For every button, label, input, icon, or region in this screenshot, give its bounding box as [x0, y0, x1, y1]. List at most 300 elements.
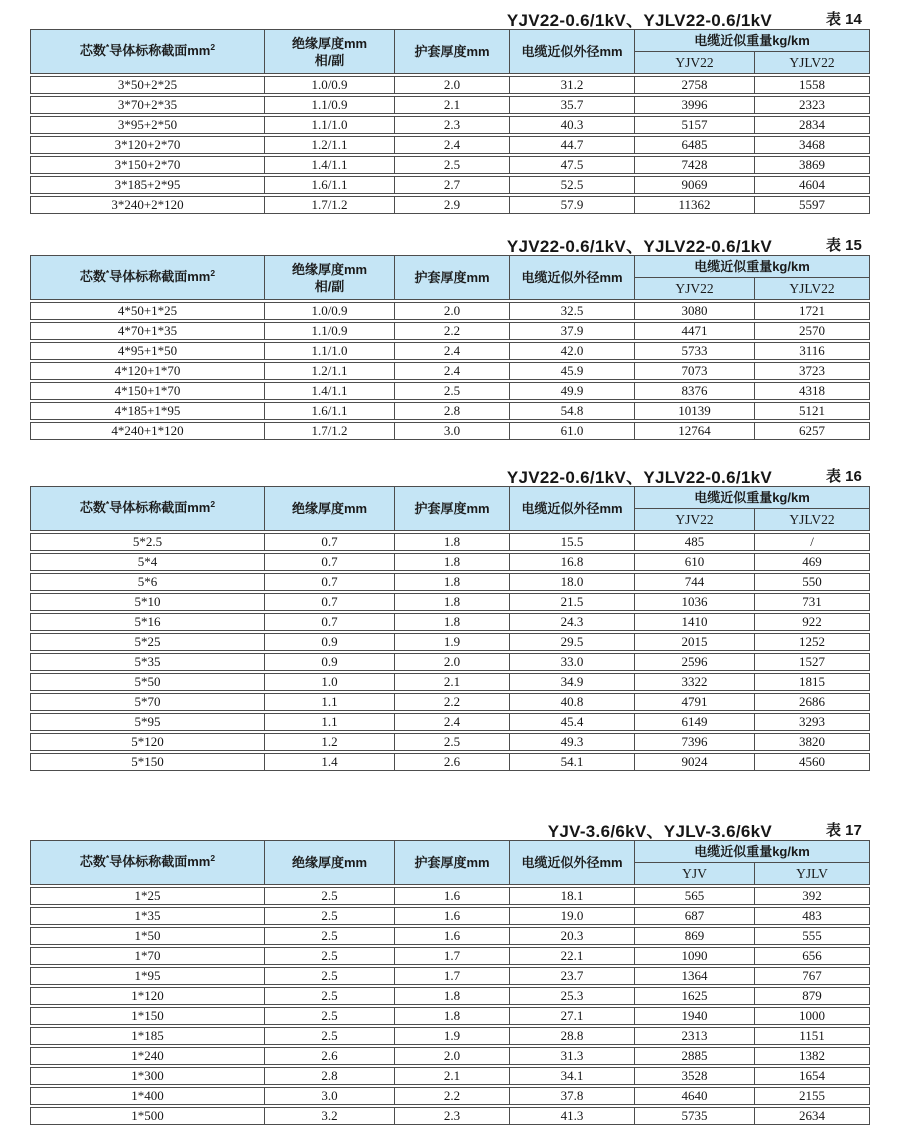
table-cell: 31.3 — [510, 1047, 635, 1065]
table-cell: 1.0 — [265, 673, 395, 691]
table-cell: 1.4 — [265, 753, 395, 771]
table-cell: 4*150+1*70 — [30, 382, 265, 400]
table-cell: 1.8 — [395, 573, 510, 591]
table-row — [30, 1047, 870, 1065]
table-cell: 1*25 — [30, 887, 265, 905]
table-cell: 2570 — [755, 322, 870, 340]
tables-container — [0, 7, 900, 1125]
table-cell: 1*240 — [30, 1047, 265, 1065]
table-cell: 5*70 — [30, 693, 265, 711]
table-cell: 54.1 — [510, 753, 635, 771]
table-cell: 1382 — [755, 1047, 870, 1065]
header-text: 导体标称截面mm — [109, 854, 211, 869]
table-cell: 7073 — [635, 362, 755, 380]
table-cell: 16.8 — [510, 553, 635, 571]
table-cell: 1*95 — [30, 967, 265, 985]
table-cell: 1.7/1.2 — [265, 196, 395, 214]
table-row — [30, 573, 870, 591]
table-row — [30, 987, 870, 1005]
table-cell: 2.5 — [265, 1007, 395, 1025]
table-cell: 0.9 — [265, 633, 395, 651]
table-cell: 2.5 — [265, 967, 395, 985]
table-body — [30, 76, 870, 214]
table-cell: 2.5 — [265, 887, 395, 905]
table-row — [30, 593, 870, 611]
table-cell: 2.9 — [395, 196, 510, 214]
table-cell: / — [755, 533, 870, 551]
table-cell: 6257 — [755, 422, 870, 440]
insulation-line2: 相/副 — [314, 278, 345, 294]
table-cell: 2758 — [635, 76, 755, 94]
table-cell: 656 — [755, 947, 870, 965]
table-cell: 1*400 — [30, 1087, 265, 1105]
table-cell: 1*150 — [30, 1007, 265, 1025]
table-cell: 2015 — [635, 633, 755, 651]
header-weight-group — [635, 486, 870, 531]
table-cell: 40.8 — [510, 693, 635, 711]
header-text: 导体标称截面mm — [109, 43, 211, 58]
table-cell: 555 — [755, 927, 870, 945]
table-cell: 0.7 — [265, 553, 395, 571]
table-row — [30, 362, 870, 380]
header-cross-section — [30, 29, 265, 74]
table-cell: 0.7 — [265, 613, 395, 631]
table-cell: 31.2 — [510, 76, 635, 94]
table-cell: 41.3 — [510, 1107, 635, 1125]
header-weight-sub1: YJV22 — [635, 278, 755, 300]
table-cell: 469 — [755, 553, 870, 571]
table-cell: 1.8 — [395, 593, 510, 611]
table-cell: 1*185 — [30, 1027, 265, 1045]
table-row — [30, 76, 870, 94]
header-weight-sub2: YJLV22 — [789, 281, 835, 296]
table-cell: 687 — [635, 907, 755, 925]
table-row — [30, 633, 870, 651]
table-cell: 4*70+1*35 — [30, 322, 265, 340]
table-title: YJV22-0.6/1kV、YJLV22-0.6/1kV — [506, 467, 772, 487]
table-cell: 731 — [755, 593, 870, 611]
table-cell: 2.8 — [265, 1067, 395, 1085]
table-row — [30, 342, 870, 360]
table-body — [30, 533, 870, 771]
header-superscript: * — [105, 853, 110, 863]
header-weight-label: 电缆近似重量kg/km — [635, 841, 869, 863]
table-cell: 2.0 — [395, 653, 510, 671]
header-superscript: 2 — [210, 853, 216, 863]
header-weight-sub1: YJV22 — [635, 509, 755, 531]
table-cell: 767 — [755, 967, 870, 985]
table-cell: 1.8 — [395, 613, 510, 631]
table-cell: 5157 — [635, 116, 755, 134]
table-cell: 1.8 — [395, 533, 510, 551]
table-cell: 0.7 — [265, 533, 395, 551]
table-cell: 1625 — [635, 987, 755, 1005]
header-weight-group — [635, 255, 870, 300]
table-row — [30, 653, 870, 671]
table-cell: 1.1 — [265, 693, 395, 711]
table-row — [30, 1007, 870, 1025]
table-header-row — [30, 255, 870, 300]
header-text: 芯数 — [79, 43, 106, 58]
table-cell: 1.7/1.2 — [265, 422, 395, 440]
table-cell: 2.0 — [395, 76, 510, 94]
table-cell: 610 — [635, 553, 755, 571]
header-weight-group — [635, 840, 870, 885]
spec-table-block — [30, 233, 870, 440]
table-cell: 2155 — [755, 1087, 870, 1105]
table-cell: 1.6/1.1 — [265, 402, 395, 420]
table-cell: 1654 — [755, 1067, 870, 1085]
table-row — [30, 96, 870, 114]
insulation-line1: 绝缘厚度mm — [291, 501, 368, 516]
table-cell: 45.4 — [510, 713, 635, 731]
insulation-line2: 相/副 — [314, 52, 345, 68]
table-cell: 4*50+1*25 — [30, 302, 265, 320]
table-row — [30, 613, 870, 631]
table-cell: 3*240+2*120 — [30, 196, 265, 214]
table-row — [30, 967, 870, 985]
table-body — [30, 887, 870, 1125]
table-cell: 5735 — [635, 1107, 755, 1125]
table-cell: 9024 — [635, 753, 755, 771]
table-cell: 5*150 — [30, 753, 265, 771]
table-cell: 7428 — [635, 156, 755, 174]
table-cell: 1.6/1.1 — [265, 176, 395, 194]
header-superscript: 2 — [210, 268, 216, 278]
table-cell: 4640 — [635, 1087, 755, 1105]
header-sheath-thickness: 护套厚度mm — [395, 255, 510, 300]
table-cell: 2.6 — [265, 1047, 395, 1065]
table-cell: 2.4 — [395, 342, 510, 360]
table-cell: 392 — [755, 887, 870, 905]
table-cell: 9069 — [635, 176, 755, 194]
table-cell: 1721 — [755, 302, 870, 320]
table-cell: 2634 — [755, 1107, 870, 1125]
table-cell: 483 — [755, 907, 870, 925]
table-cell: 879 — [755, 987, 870, 1005]
table-cell: 1252 — [755, 633, 870, 651]
header-superscript: * — [105, 499, 110, 509]
table-cell: 1.4/1.1 — [265, 382, 395, 400]
header-cross-section — [30, 486, 265, 531]
table-number: 表 16 — [826, 467, 862, 485]
table-cell: 6149 — [635, 713, 755, 731]
header-text: 芯数 — [79, 854, 106, 869]
table-cell: 1.2/1.1 — [265, 362, 395, 380]
table-cell: 2.0 — [395, 302, 510, 320]
header-weight-subcolumns — [635, 278, 869, 300]
table-cell: 2834 — [755, 116, 870, 134]
table-cell: 2.3 — [395, 116, 510, 134]
table-cell: 5733 — [635, 342, 755, 360]
table-cell: 28.8 — [510, 1027, 635, 1045]
table-cell: 4560 — [755, 753, 870, 771]
table-cell: 0.9 — [265, 653, 395, 671]
table-cell: 3322 — [635, 673, 755, 691]
table-cell: 1.8 — [395, 553, 510, 571]
table-cell: 54.8 — [510, 402, 635, 420]
table-cell: 1364 — [635, 967, 755, 985]
table-cell: 7396 — [635, 733, 755, 751]
table-cell: 2313 — [635, 1027, 755, 1045]
table-cell: 3.0 — [265, 1087, 395, 1105]
table-cell: 57.9 — [510, 196, 635, 214]
table-cell: 1.1/1.0 — [265, 342, 395, 360]
table-cell: 3116 — [755, 342, 870, 360]
table-row — [30, 693, 870, 711]
table-number: 表 14 — [826, 10, 862, 28]
header-text: 导体标称截面mm — [109, 500, 211, 515]
table-cell: 5121 — [755, 402, 870, 420]
table-row — [30, 927, 870, 945]
table-cell: 1.9 — [395, 633, 510, 651]
table-row — [30, 713, 870, 731]
table-cell: 2.2 — [395, 1087, 510, 1105]
header-weight-label: 电缆近似重量kg/km — [635, 487, 869, 509]
table-cell: 5*2.5 — [30, 533, 265, 551]
header-sheath-thickness: 护套厚度mm — [395, 29, 510, 74]
table-cell: 2.3 — [395, 1107, 510, 1125]
header-outer-diameter: 电缆近似外径mm — [510, 840, 635, 885]
table-cell: 744 — [635, 573, 755, 591]
table-cell: 1090 — [635, 947, 755, 965]
table-cell: 42.0 — [510, 342, 635, 360]
table-cell: 2.5 — [395, 156, 510, 174]
table-cell: 2.6 — [395, 753, 510, 771]
spec-table-block — [30, 7, 870, 214]
table-cell: 2.5 — [395, 733, 510, 751]
header-text: 芯数 — [79, 500, 106, 515]
table-cell: 869 — [635, 927, 755, 945]
header-superscript: 2 — [210, 42, 216, 52]
table-row — [30, 753, 870, 771]
table-cell: 2.5 — [265, 927, 395, 945]
table-cell: 12764 — [635, 422, 755, 440]
insulation-line1: 绝缘厚度mm — [291, 35, 368, 51]
table-cell: 1.8 — [395, 987, 510, 1005]
table-cell: 5*4 — [30, 553, 265, 571]
header-cross-section — [30, 255, 265, 300]
header-outer-diameter: 电缆近似外径mm — [510, 255, 635, 300]
table-cell: 18.0 — [510, 573, 635, 591]
table-cell: 5*120 — [30, 733, 265, 751]
table-cell: 0.7 — [265, 573, 395, 591]
table-cell: 1*70 — [30, 947, 265, 965]
table-cell: 2.2 — [395, 693, 510, 711]
table-cell: 1.9 — [395, 1027, 510, 1045]
table-cell: 2.5 — [265, 1027, 395, 1045]
table-cell: 4*120+1*70 — [30, 362, 265, 380]
table-cell: 2.4 — [395, 713, 510, 731]
spec-table-block — [30, 818, 870, 1125]
table-cell: 550 — [755, 573, 870, 591]
table-cell: 3080 — [635, 302, 755, 320]
table-cell: 25.3 — [510, 987, 635, 1005]
table-cell: 3*185+2*95 — [30, 176, 265, 194]
table-cell: 3.0 — [395, 422, 510, 440]
table-cell: 2323 — [755, 96, 870, 114]
table-title: YJV22-0.6/1kV、YJLV22-0.6/1kV — [506, 10, 772, 30]
table-cell: 2.1 — [395, 96, 510, 114]
table-number: 表 17 — [826, 821, 862, 839]
table-cell: 1*50 — [30, 927, 265, 945]
table-cell: 2.1 — [395, 1067, 510, 1085]
table-cell: 37.8 — [510, 1087, 635, 1105]
header-weight-subcolumns — [635, 509, 869, 531]
table-cell: 2.2 — [395, 322, 510, 340]
table-cell: 11362 — [635, 196, 755, 214]
table-number: 表 15 — [826, 236, 862, 254]
table-title: YJV-3.6/6kV、YJLV-3.6/6kV — [547, 821, 772, 841]
table-cell: 5597 — [755, 196, 870, 214]
table-cell: 4*185+1*95 — [30, 402, 265, 420]
header-weight-label: 电缆近似重量kg/km — [635, 30, 869, 52]
table-row — [30, 402, 870, 420]
table-row — [30, 887, 870, 905]
table-cell: 2.7 — [395, 176, 510, 194]
header-superscript: * — [105, 268, 110, 278]
header-insulation-thickness — [265, 486, 395, 531]
table-cell: 1.0/0.9 — [265, 302, 395, 320]
header-cross-section-label — [80, 42, 215, 61]
table-cell: 4604 — [755, 176, 870, 194]
table-cell: 5*25 — [30, 633, 265, 651]
table-cell: 1*300 — [30, 1067, 265, 1085]
table-cell: 61.0 — [510, 422, 635, 440]
table-body — [30, 302, 870, 440]
table-cell: 4791 — [635, 693, 755, 711]
table-cell: 1.6 — [395, 907, 510, 925]
header-cross-section-label — [80, 499, 215, 518]
table-cell: 2.8 — [395, 402, 510, 420]
table-cell: 1.6 — [395, 927, 510, 945]
insulation-line1: 绝缘厚度mm — [291, 261, 368, 277]
table-row — [30, 1027, 870, 1045]
table-cell: 2.1 — [395, 673, 510, 691]
table-row — [30, 136, 870, 154]
table-cell: 8376 — [635, 382, 755, 400]
table-cell: 1.1/0.9 — [265, 96, 395, 114]
table-cell: 1.8 — [395, 1007, 510, 1025]
header-superscript: * — [105, 42, 110, 52]
table-cell: 3869 — [755, 156, 870, 174]
table-cell: 3*70+2*35 — [30, 96, 265, 114]
table-cell: 5*16 — [30, 613, 265, 631]
table-title-row — [30, 7, 870, 29]
header-insulation-thickness — [265, 255, 395, 300]
header-weight-label: 电缆近似重量kg/km — [635, 256, 869, 278]
table-cell: 1.1/0.9 — [265, 322, 395, 340]
header-text: 导体标称截面mm — [109, 269, 211, 284]
table-row — [30, 116, 870, 134]
table-cell: 1558 — [755, 76, 870, 94]
table-row — [30, 382, 870, 400]
table-cell: 0.7 — [265, 593, 395, 611]
table-row — [30, 733, 870, 751]
table-cell: 2.4 — [395, 362, 510, 380]
header-sheath-thickness: 护套厚度mm — [395, 840, 510, 885]
table-cell: 1410 — [635, 613, 755, 631]
table-cell: 3*95+2*50 — [30, 116, 265, 134]
table-cell: 1815 — [755, 673, 870, 691]
table-cell: 44.7 — [510, 136, 635, 154]
table-cell: 1*120 — [30, 987, 265, 1005]
table-cell: 5*10 — [30, 593, 265, 611]
table-cell: 15.5 — [510, 533, 635, 551]
table-cell: 27.1 — [510, 1007, 635, 1025]
table-row — [30, 422, 870, 440]
table-cell: 2686 — [755, 693, 870, 711]
table-cell: 29.5 — [510, 633, 635, 651]
table-title: YJV22-0.6/1kV、YJLV22-0.6/1kV — [506, 236, 772, 256]
header-weight-subcolumns — [635, 863, 869, 885]
table-cell: 1036 — [635, 593, 755, 611]
table-cell: 34.1 — [510, 1067, 635, 1085]
table-title-row — [30, 233, 870, 255]
table-row — [30, 156, 870, 174]
table-header-row — [30, 840, 870, 885]
table-row — [30, 1087, 870, 1105]
table-cell: 20.3 — [510, 927, 635, 945]
table-header-row — [30, 29, 870, 74]
table-row — [30, 907, 870, 925]
table-cell: 2.4 — [395, 136, 510, 154]
table-cell: 34.9 — [510, 673, 635, 691]
header-superscript: 2 — [210, 499, 216, 509]
table-cell: 35.7 — [510, 96, 635, 114]
table-cell: 1*500 — [30, 1107, 265, 1125]
table-cell: 32.5 — [510, 302, 635, 320]
table-row — [30, 302, 870, 320]
table-cell: 3723 — [755, 362, 870, 380]
header-weight-sub2: YJLV22 — [789, 55, 835, 70]
header-cross-section — [30, 840, 265, 885]
table-cell: 23.7 — [510, 967, 635, 985]
table-cell: 5*95 — [30, 713, 265, 731]
table-row — [30, 1107, 870, 1125]
table-cell: 1.6 — [395, 887, 510, 905]
table-cell: 1.1 — [265, 713, 395, 731]
table-cell: 3*120+2*70 — [30, 136, 265, 154]
table-cell: 49.9 — [510, 382, 635, 400]
insulation-line1: 绝缘厚度mm — [291, 855, 368, 870]
table-cell: 2.5 — [395, 382, 510, 400]
header-weight-sub1: YJV — [635, 863, 755, 885]
table-cell: 3996 — [635, 96, 755, 114]
table-header-row — [30, 486, 870, 531]
table-row — [30, 947, 870, 965]
table-cell: 47.5 — [510, 156, 635, 174]
header-weight-subcolumns — [635, 52, 869, 74]
header-outer-diameter: 电缆近似外径mm — [510, 486, 635, 531]
table-row — [30, 673, 870, 691]
table-cell: 4*95+1*50 — [30, 342, 265, 360]
table-cell: 1.7 — [395, 947, 510, 965]
table-cell: 19.0 — [510, 907, 635, 925]
table-cell: 37.9 — [510, 322, 635, 340]
table-cell: 45.9 — [510, 362, 635, 380]
table-title-row — [30, 818, 870, 840]
header-cross-section-label — [80, 853, 215, 872]
table-cell: 6485 — [635, 136, 755, 154]
table-cell: 2596 — [635, 653, 755, 671]
table-cell: 1.0/0.9 — [265, 76, 395, 94]
spec-table-block — [30, 464, 870, 771]
table-cell: 1*35 — [30, 907, 265, 925]
table-cell: 922 — [755, 613, 870, 631]
table-cell: 18.1 — [510, 887, 635, 905]
table-cell: 21.5 — [510, 593, 635, 611]
